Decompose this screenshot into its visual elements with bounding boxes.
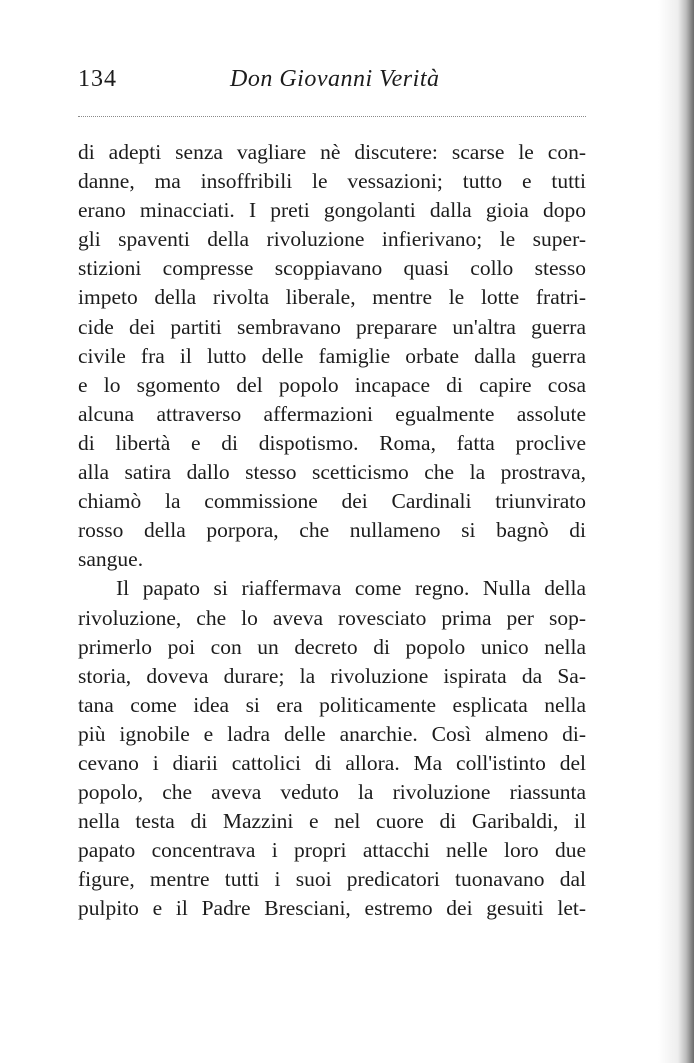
text-line: civile fra il lutto delle famiglie orbate dalla guerra [78, 343, 586, 368]
text-line: danne, ma insoffribili le vessazioni; tutto e tutti [78, 169, 586, 194]
text-line: gli spaventi della rivoluzione infierivano; le super- [78, 227, 586, 252]
body-text [78, 138, 586, 924]
text-line: primerlo poi con un decreto di popolo unico nella [78, 634, 586, 659]
text-line: stizioni compresse scoppiavano quasi collo stesso [78, 256, 586, 281]
text-line: sangue. [78, 547, 144, 572]
text-line: cide dei partiti sembravano preparare un'altra guerra [78, 314, 586, 339]
text-line: figure, mentre tutti i suoi predicatori tuonavano dal [78, 867, 586, 892]
page-number: 134 [78, 66, 117, 92]
text-line: più ignobile e ladra delle anarchie. Così almeno di- [78, 721, 586, 746]
text-line: rosso della porpora, che nullameno si bagnò di [78, 518, 586, 543]
text-line: cevano i diarii cattolici di allora. Ma coll'istinto del [78, 750, 586, 775]
text-line: Il papato si riaffermava come regno. Nulla della [116, 576, 586, 601]
text-line: di libertà e di dispotismo. Roma, fatta proclive [78, 430, 586, 455]
text-line: storia, doveva durare; la rivoluzione ispirata da Sa- [78, 663, 586, 688]
text-line: e lo sgomento del popolo incapace di capire cosa [78, 372, 586, 397]
text-line: papato concentrava i propri attacchi nelle loro due [78, 838, 586, 863]
running-title: Don Giovanni Verità [230, 66, 440, 92]
text-line: tana come idea si era politicamente esplicata nella [78, 692, 586, 717]
text-line: alcuna attraverso affermazioni egualmente assolute [78, 401, 586, 426]
paragraph-2 [78, 574, 586, 923]
page-edge-shadow [658, 0, 694, 1063]
text-line: rivoluzione, che lo aveva rovesciato prima per sop- [78, 605, 586, 630]
paragraph-1 [78, 138, 586, 574]
text-line: impeto della rivolta liberale, mentre le lotte fratri- [78, 285, 586, 310]
text-line: nella testa di Mazzini e nel cuore di Garibaldi, il [78, 809, 586, 834]
text-line: chiamò la commissione dei Cardinali triunvirato [78, 489, 586, 514]
text-line: di adepti senza vagliare nè discutere: scarse le con- [78, 140, 586, 164]
text-line: pulpito e il Padre Bresciani, estremo dei gesuiti let- [78, 896, 586, 921]
text-line: erano minacciati. I preti gongolanti dalla gioia dopo [78, 198, 586, 223]
text-line: popolo, che aveva veduto la rivoluzione riassunta [78, 780, 586, 805]
text-line: alla satira dallo stesso scetticismo che la prostrava, [78, 460, 586, 485]
page-header [78, 66, 598, 102]
header-rule [78, 116, 586, 117]
